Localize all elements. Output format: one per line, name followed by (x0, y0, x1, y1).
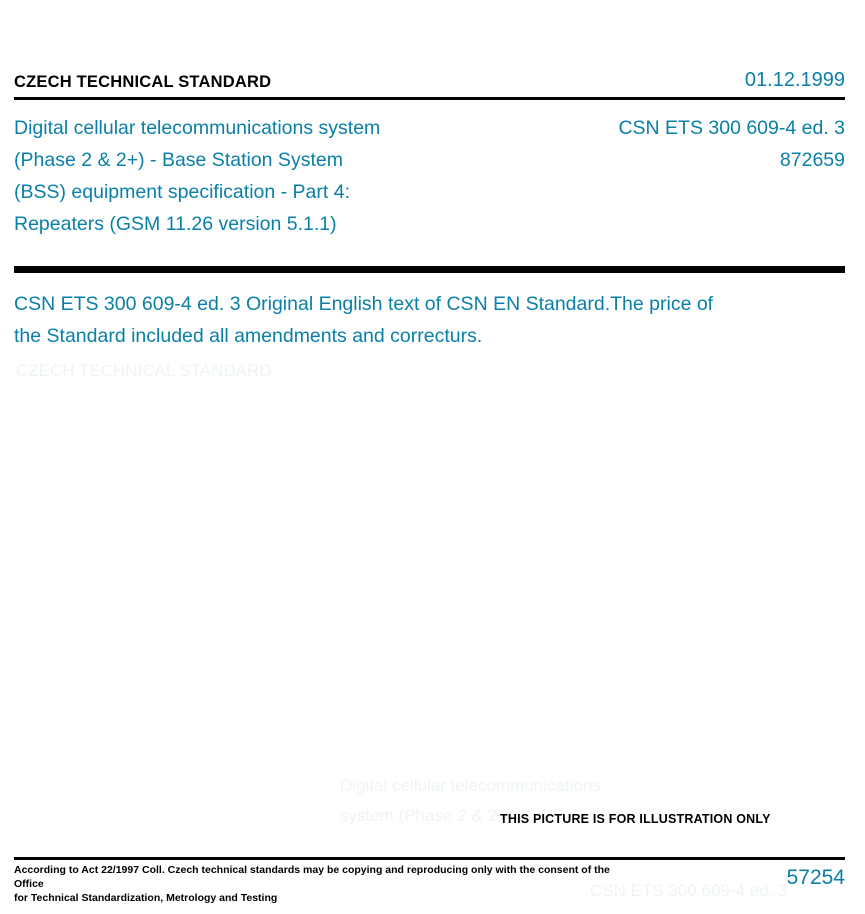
copyright-notice (14, 863, 614, 905)
catalog-number: 872659 (779, 149, 845, 171)
header-divider (14, 97, 845, 100)
title-divider (14, 266, 845, 273)
ghost-fragment-designation: CSN ETS 300 609-4 ed. 3 (590, 881, 788, 900)
footer-divider (14, 857, 845, 860)
copyright-notice-line: for Technical Standardization, Metrology and Testing (14, 892, 278, 904)
title-block (14, 112, 845, 240)
title-line: (Phase 2 & 2+) - Base Station System (14, 149, 343, 171)
document-header (14, 70, 845, 90)
document-footer (14, 863, 845, 905)
standard-label: CZECH TECHNICAL STANDARD (14, 72, 272, 91)
publication-date: 01.12.1999 (744, 69, 845, 91)
illustration-note: THIS PICTURE IS FOR ILLUSTRATION ONLY (500, 812, 771, 826)
title-line: Repeaters (GSM 11.26 version 5.1.1) (14, 213, 337, 235)
title-line: Digital cellular telecommunications system (14, 117, 381, 139)
standard-title (14, 112, 534, 240)
ghost-fragment-title-1: Digital cellular telecommunications (340, 776, 601, 795)
standard-description: CSN ETS 300 609-4 ed. 3 Original English text of CSN EN Standard.The price of the Standard included all amendments and correcturs. (14, 293, 714, 347)
ghost-fragment-standard-label: CZECH TECHNICAL STANDARD (16, 361, 272, 380)
standard-identifiers (545, 112, 845, 176)
copyright-notice-line: According to Act 22/1997 Coll. Czech technical standards may be copying and reproducing only with the consent of the Office (14, 864, 610, 890)
title-line: (BSS) equipment specification - Part 4: (14, 181, 350, 203)
ghost-fragment-title-2: system (Phase 2 & 2+) (340, 806, 513, 825)
standard-designation: CSN ETS 300 609-4 ed. 3 (618, 117, 845, 139)
document-number: 57254 (786, 866, 845, 889)
